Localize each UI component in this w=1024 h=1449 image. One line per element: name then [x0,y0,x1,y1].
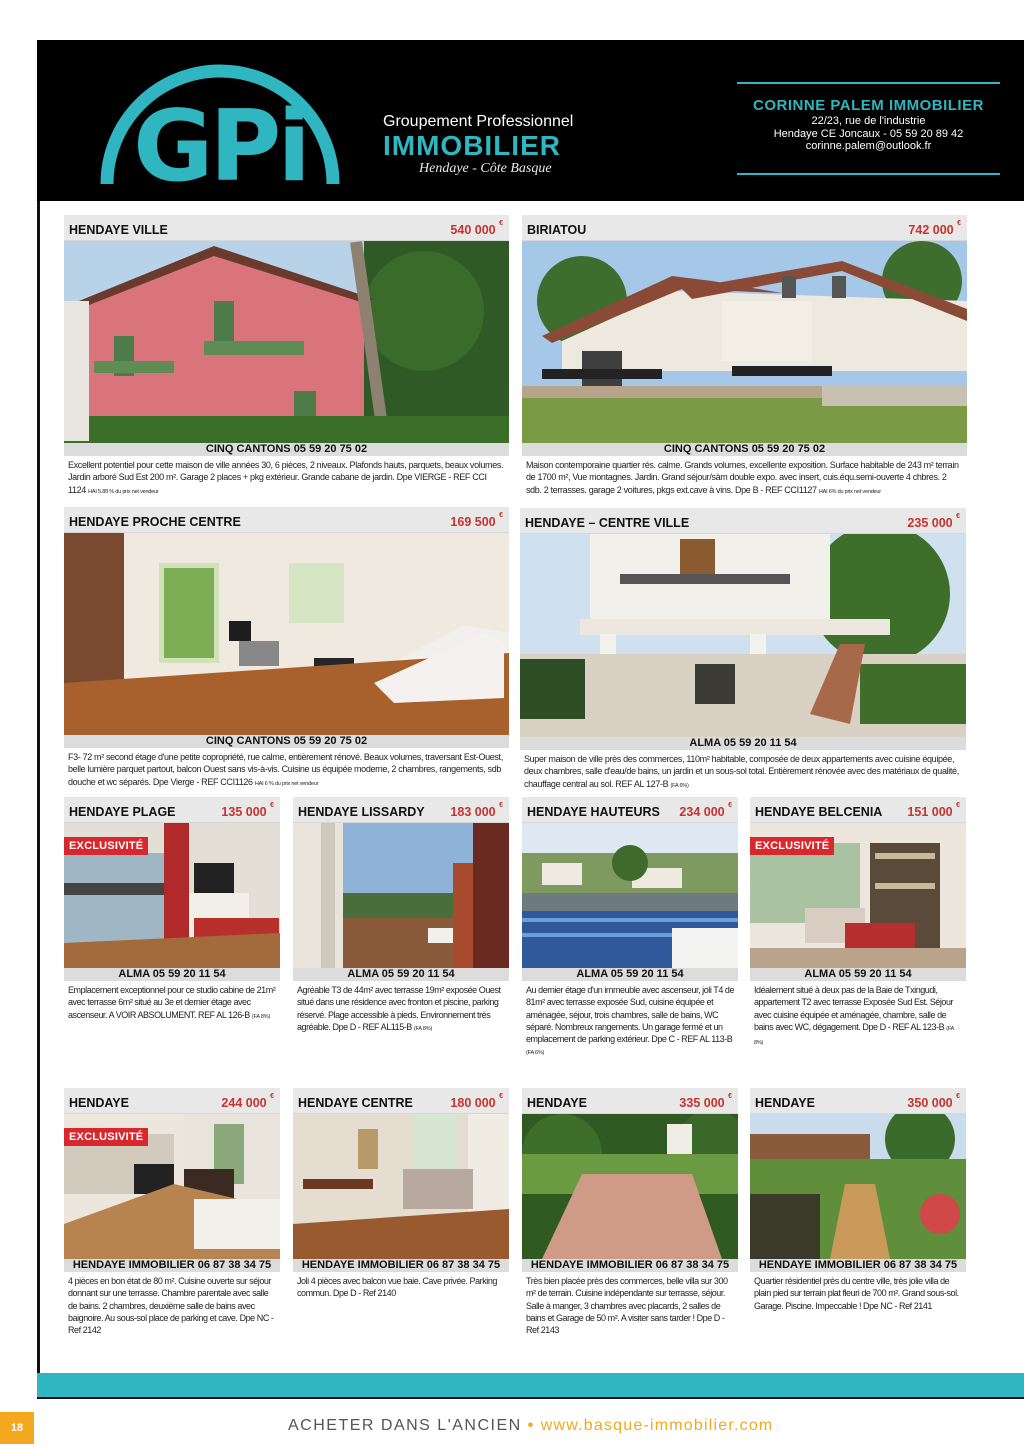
listing-header [750,797,966,823]
listing-card[interactable] [522,797,738,1060]
listing-description: Excellent potentiel pour cette maison de ville années 30, 6 pièces, 2 niveaux. Plafonds hauts, parquets, beaux volumes. Jardin arboré Sud Est 200 m². Garage 2 places + pkg extérieur. Grande cabane de jardin. Dpe VIERGE - REF CCI 1124 HAI 5.88 % du prix net vendeur [68,460,504,495]
listing-price: 169 500 € [450,512,503,529]
listing-description: Emplacement exceptionnel pour ce studio cabine de 21m² avec terrasse 6m² situé au 3e et dernier étage avec ascenseur. A VOIR ABSOLUMENT. REF AL 126-B (FA 8%) [68,985,276,1020]
listing-price: 335 000 € [679,1093,732,1110]
listing-description: Très bien placée près des commerces, belle villa sur 300 m² de terrain. Cuisine indépendante sur terrasse, séjour. Salle à manger, 3 chambres avec placards, 2 salles de bains et Garage de 50 m². A visiter sans tarder ! Dpe D - Ref 2143 [526,1276,728,1336]
listing-description: F3- 72 m² second étage d'une petite copropriété, rue calme, entièrement rénové. Beaux volumes, traversant Est-Ouest, belle lumière parquet partout, balcon Ouest sans vis-à-vis. Cuisine us équipée moderne, 2 chambres, rangements, sdb douche et wc séparés. Dpe Vierge - REF CCI1126 HAI 6 % du prix net vendeur [68,752,503,787]
listing-header [64,215,509,241]
tagline-line1: Groupement Professionnel [383,113,574,130]
listing-header [64,507,509,533]
listing-card[interactable] [64,1088,280,1336]
page-number: 18 [0,1412,34,1444]
listing-card[interactable] [750,797,966,1049]
page-frame-left [37,40,40,1398]
listing-price: 183 000 € [450,802,503,819]
listing-price: 151 000 € [907,802,960,819]
listing-photo[interactable] [750,1114,966,1259]
listing-header [750,1088,966,1114]
listing-header [522,215,967,241]
listing-photo[interactable] [522,241,967,443]
listing-contact[interactable]: ALMA 05 59 20 11 54 [522,968,738,981]
listing-description: Idéalement situé à deux pas de la Baie de Txingudi, appartement T2 avec terrasse Exposée Sud Est. Séjour avec cuisine équipée et aménagée, chambre, salle de bains avec WC, dégagement. Dpe D - REF AL 123-B (FA 8%) [754,985,954,1047]
listing-contact[interactable]: ALMA 05 59 20 11 54 [520,737,966,750]
listing-header [520,508,966,534]
listing-price: 244 000 € [221,1093,274,1110]
footer-rule [37,1397,1024,1399]
listing-contact[interactable]: HENDAYE IMMOBILIER 06 87 38 34 75 [750,1259,966,1272]
listing-header [522,1088,738,1114]
listing-card[interactable] [64,215,509,498]
listing-title: HENDAYE [527,1096,587,1110]
gpi-logo-icon [95,52,345,192]
listing-description: Super maison de ville près des commerces, 110m² habitable, composée de deux appartements avec cuisine équipée, deux chambres, salle d'eau/de bains, un jardin et un sous-sol total. Entièrement rénovée avec des matériaux de qualité, chauffage central au sol. REF AL 127-B (FA 6%) [524,754,959,789]
listing-card[interactable] [522,215,967,498]
listing-card[interactable] [522,1088,738,1336]
footer-teal-bar [37,1373,1024,1397]
footer-prefix: ACHETER DANS L'ANCIEN [288,1417,522,1434]
listing-price: 180 000 € [450,1093,503,1110]
listing-description: Quartier résidentiel près du centre ville, très jolie villa de plain pied sur terrain plat fleuri de 700 m². Grand sous-sol. Garage. Piscine. Impeccable ! Dpe NC - Ref 2141 [754,1276,959,1311]
gpi-logo-text: GPi [133,90,307,192]
listing-contact[interactable]: HENDAYE IMMOBILIER 06 87 38 34 75 [522,1259,738,1272]
listing-title: HENDAYE LISSARDY [298,805,425,819]
listing-contact[interactable]: HENDAYE IMMOBILIER 06 87 38 34 75 [293,1259,509,1272]
listing-card[interactable] [293,797,509,1035]
listing-title: HENDAYE VILLE [69,223,168,237]
listing-title: HENDAYE PLAGE [69,805,176,819]
listing-card[interactable] [520,508,966,792]
listing-photo[interactable] [293,823,509,968]
listing-price: 135 000 € [221,802,274,819]
listing-description: 4 pièces en bon état de 80 m². Cuisine ouverte sur séjour donnant sur une terrasse. Chambre parentale avec salle de bains. 2 chambres, deuxième salle de bains avec baignoire. Au sous-sol place de parking et cave. Dpe NC - Ref 2142 [68,1276,274,1336]
exclusivity-badge: EXCLUSIVITÉ [64,837,148,855]
listing-header [64,797,280,823]
listing-photo[interactable] [64,533,509,735]
gpi-tagline [383,113,573,177]
listing-title: BIRIATOU [527,223,587,237]
listing-price: 540 000 € [450,220,503,237]
exclusivity-badge: EXCLUSIVITÉ [750,837,834,855]
listing-contact[interactable]: ALMA 05 59 20 11 54 [64,968,280,981]
footer-bullet: • [527,1417,535,1434]
listing-card[interactable] [64,507,509,790]
listing-photo[interactable] [520,534,966,737]
listing-header [293,1088,509,1114]
listing-photo[interactable] [522,1114,738,1259]
listing-photo[interactable] [64,241,509,443]
agency-phone[interactable]: Hendaye CE Joncaux - 05 59 20 89 42 [773,127,964,140]
listing-contact[interactable]: ALMA 05 59 20 11 54 [750,968,966,981]
listing-card[interactable] [750,1088,966,1312]
listing-price: 234 000 € [679,802,732,819]
listing-header [64,1088,280,1114]
listing-contact[interactable]: HENDAYE IMMOBILIER 06 87 38 34 75 [64,1259,280,1272]
footer-text [288,1417,773,1435]
listing-card[interactable] [293,1088,509,1300]
listing-price: 742 000 € [908,220,961,237]
listing-description: Agréable T3 de 44m² avec terrasse 19m² exposée Ouest situé dans une résidence avec fronton et piscine, parking réservé. Plage accessible à pieds. Environnement très agréable. Dpe D - REF AL115-B (FA 8%) [297,985,501,1032]
tagline-line3: Hendaye - Côte Basque [419,161,552,176]
listing-card[interactable] [64,797,280,1023]
listing-photo[interactable] [522,823,738,968]
listing-price: 350 000 € [907,1093,960,1110]
listing-header [293,797,509,823]
listing-title: HENDAYE – CENTRE VILLE [525,516,690,530]
listing-photo[interactable] [293,1114,509,1259]
listing-title: HENDAYE [755,1096,815,1110]
listing-description: Joli 4 pièces avec balcon vue baie. Cave privée. Parking commun. Dpe D - Ref 2140 [297,1276,497,1299]
listing-title: HENDAYE HAUTEURS [527,805,660,819]
listing-header [522,797,738,823]
listing-description: Maison contemporaine quartier rés. calme. Grands volumes, excellente exposition. Surface habitable de 243 m² terrain de 1700 m², Vue montagnes. Jardin. Grand séjour/sàm double expo. avec insert, cuis.équ.semi-ouverte 4 chbres. 2 sdb. 2 terrasses. garage 2 voitures, pkgs ext.cave à vins. Dpe B - REF CCI1127 HAI 6% du prix net vendeur [526,460,959,495]
agency-email[interactable]: corinne.palem@outlook.fr [805,140,932,152]
footer-url[interactable]: www.basque-immobilier.com [540,1417,774,1434]
listing-photo[interactable] [64,823,280,968]
agency-block [737,82,1000,175]
tagline-line2: IMMOBILIER [383,130,561,161]
listing-contact[interactable]: CINQ CANTONS 05 59 20 75 02 [64,443,509,456]
exclusivity-badge: EXCLUSIVITÉ [64,1128,148,1146]
listing-contact[interactable]: CINQ CANTONS 05 59 20 75 02 [64,735,509,748]
agency-name: CORINNE PALEM IMMOBILIER [753,97,984,114]
listing-contact[interactable]: CINQ CANTONS 05 59 20 75 02 [522,443,967,456]
listing-title: HENDAYE PROCHE CENTRE [69,515,241,529]
listing-photo[interactable] [64,1114,280,1259]
listing-price: 235 000 € [907,513,960,530]
listing-photo[interactable] [750,823,966,968]
listing-description: Au dernier étage d'un immeuble avec ascenseur, joli T4 de 81m² avec terrasse exposée Sud, cuisine équipée et aménagée, séjour, trois chambres, salle de bains, WC séparé. Nombreux rangements. Un garage fermé et un emplacement de parking extérieur. Dpe C - REF AL 113-B (FA 6%) [526,985,735,1057]
listing-title: HENDAYE [69,1096,129,1110]
listing-title: HENDAYE CENTRE [298,1096,413,1110]
listing-contact[interactable]: ALMA 05 59 20 11 54 [293,968,509,981]
listing-title: HENDAYE BELCENIA [755,805,883,819]
agency-address: 22/23, rue de l'industrie [811,115,926,127]
